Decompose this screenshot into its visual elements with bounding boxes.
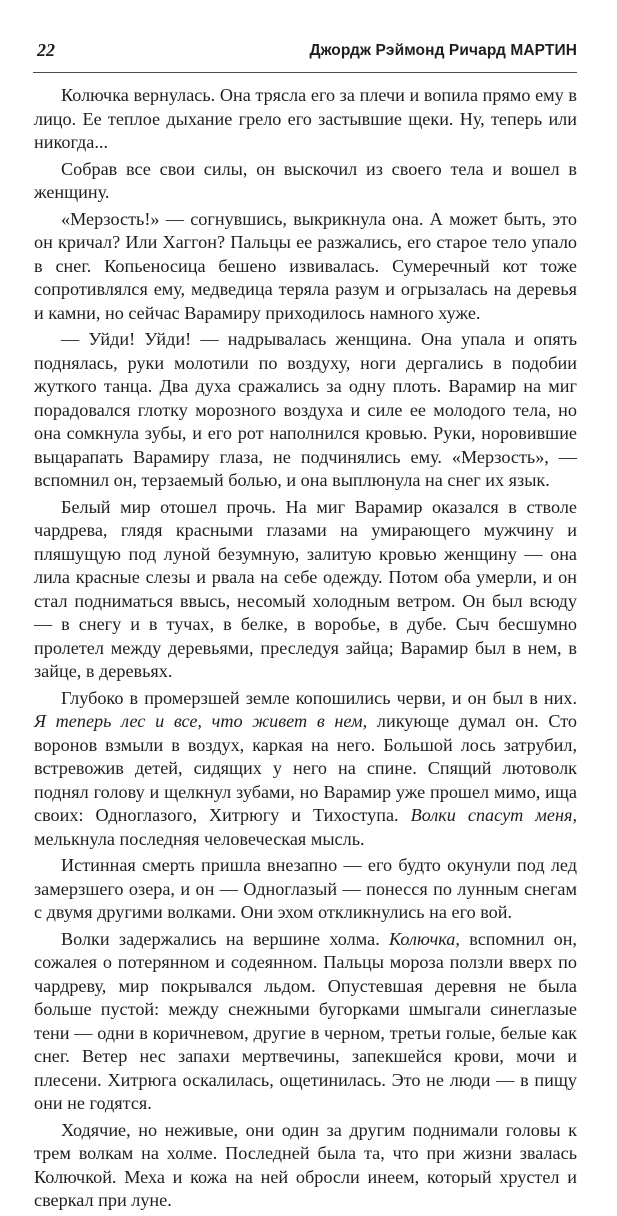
paragraph: Колючка вернулась. Она трясла его за плечи и вопила прямо ему в лицо. Ее теплое дыхание грело его застывшие щеки. Ну, теперь или никогда...: [34, 85, 577, 152]
body-text: [34, 84, 577, 1216]
paragraph: Волки задержались на вершине холма. Колючка, вспомнил он, сожалея о потерянном и содеянном. Пальцы мороза ползли вверх по чардреву, мир покрывался льдом. Опустевшая деревня не была больше пустой: между снежными бугорками шмыгали синеглазые тени — одни в коричневом, другие в черном, третьи голые, белые как снег. Ветер нес запахи мертвечины, запекшейся крови, мочи и плесени. Хитрюга оскалилась, ощетинилась. Это не люди — в пищу они не годятся.: [34, 928, 577, 1113]
author-name: Джордж Рэймонд Ричард МАРТИН: [309, 42, 577, 59]
italic-thought: Колючка,: [389, 928, 460, 949]
paragraph: Глубоко в промерзшей земле копошились черви, и он был в них. Я теперь лес и все, что живет в нем, ликующе думал он. Сто воронов взмыли в воздух, каркая на него. Большой лось затрубил, встревожив детей, сидящих у него на спине. Спящий лютоволк поднял голову и щелкнул зубами, но Варамир уже прошел мимо, ища своих: Одноглазого, Хитрюгу и Тихоступа. Волки спасут меня, мелькнула последняя человеческая мысль.: [34, 687, 578, 849]
paragraph: Истинная смерть пришла внезапно — его будто окунули под лед замерзшего озера, и он — Одноглазый — понесся по лунным снегам с двумя другими волками. Они эхом откликнулись на его вой.: [34, 855, 577, 922]
paragraph: — Уйди! Уйди! — надрывалась женщина. Она упала и опять поднялась, руки молотили по воздуху, ноги дергались в подобии жуткого танца. Два духа сражались за одну плоть. Варамир на миг порадовался глотку морозного воздуха и силе ее молодого тела, но она сомкнула зубы, и его рот наполнился кровью. Руки, норовившие выцарапать Варамиру глаза, не подчинялись ему. «Мерзость», — вспомнил он, терзаемый болью, и она выплюнула на снег их язык.: [34, 329, 577, 490]
italic-thought: Волки спасут меня,: [410, 805, 578, 825]
paragraph: Ходячие, но неживые, они один за другим поднимали головы к трем волкам на холме. Последней была та, что при жизни звалась Колючкой. Меха и кожа на ней обросли инеем, который хрустел и сверкал при луне.: [34, 1119, 577, 1210]
paragraph: Собрав все свои силы, он выскочил из своего тела и вошел в женщину.: [34, 158, 577, 202]
running-header: [33, 28, 577, 73]
italic-thought: Я теперь лес и все, что живет в нем,: [34, 711, 368, 731]
page-number: 22: [37, 40, 55, 60]
paragraph: «Мерзость!» — согнувшись, выкрикнула она. А может быть, это он кричал? Или Хаггон? Пальцы ее разжались, его старое тело упало в снег. Копьеносица бешено извивалась. Сумеречный кот тоже сопротивлялся ему, медведица теряла разум и огрызалась на деревья и камни, но сейчас Варамиру приходилось намного хуже.: [34, 208, 577, 323]
paragraph: Белый мир отошел прочь. На миг Варамир оказался в стволе чардрева, глядя красными глазами на умирающего мужчину и пляшущую под луной безумную, залитую кровью женщину — она лила красные слезы и рвала на себе одежду. Потом оба умерли, и он стал подниматься ввысь, несомый холодным ветром. Он был всюду — в снегу и в тучах, в белке, в воробье, в дубе. Сыч бесшумно пролетел между деревьями, преследуя зайца; Варамир был в нем, в зайце, в деревьях.: [34, 496, 577, 681]
